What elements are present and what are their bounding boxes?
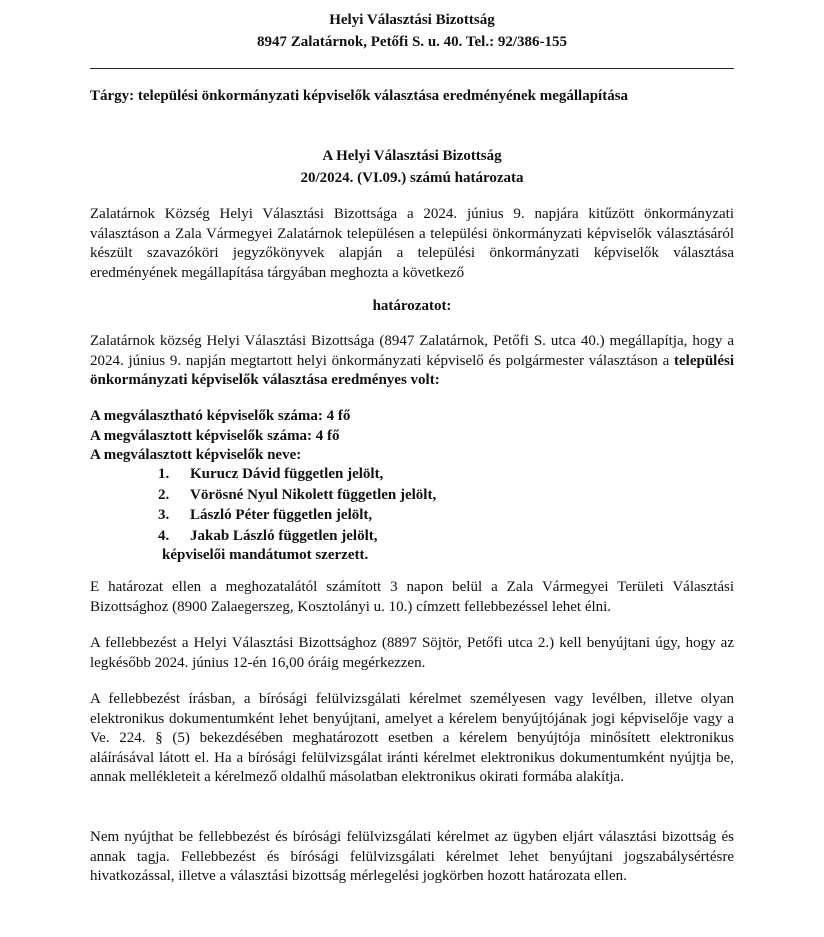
list-item-number: 4. (158, 527, 170, 544)
mandate-line: képviselői mandátumot szerzett. (162, 547, 369, 563)
appeal-deadline-paragraph: E határozat ellen a meghozatalától számított 3 napon belül a Zala Vármegyei Területi Választási Bizottsághoz (8900 Zalaegerszeg, Kosztolányi u. 10.) címzett fellebbezéssel lehet élni. (90, 579, 734, 615)
appeal-submission-paragraph: A fellebbezést a Helyi Választási Bizottsághoz (8897 Söjtör, Petőfi utca 2.) kell benyújtani úgy, hogy az legkésőbb 2024. június 12-én 16,00 óráig megérkezzen. (90, 635, 734, 671)
resolution-heading: határozatot: (372, 298, 452, 314)
finding-text: Zalatárnok község Helyi Választási Bizottsága (8947 Zalatárnok, Petőfi S. utca 40.) megállapítja, hogy a 2024. június 9. napján megtartott helyi önkormányzati képviselő és polgármester választáson a (90, 333, 734, 369)
list-item (158, 464, 436, 485)
finding-result: települési önkormányzati képviselők választása eredményes volt: (90, 352, 734, 388)
appeal-restrictions-paragraph: Nem nyújthat be fellebbezést és bírósági felülvizsgálati kérelmet az ügyben eljárt választási bizottság és annak tagja. Fellebbezést és bírósági felülvizsgálati kérelmet lehet benyújtani jogszabálysértésre hivatkozással, illetve a választási bizottság mérlegelési jogkörben hozott határozata ellen. (90, 829, 734, 884)
list-item (158, 526, 436, 547)
list-item-number: 1. (158, 466, 170, 482)
list-item-number: 3. (158, 507, 170, 523)
intro-paragraph: Zalatárnok Község Helyi Választási Bizottsága a 2024. június 9. napjára kitűzött önkormányzati választáson a Zala Vármegyei Zalatárnok településen a települési önkormányzati képviselők választásáról készült szavazóköri jegyzőkönyvek alapján a települési önkormányzati képviselők választása eredményének megállapítása tárgyában meghozta a következő (90, 206, 734, 281)
electable-count: A megválasztható képviselők száma: 4 fő (90, 408, 351, 424)
letterhead (0, 9, 824, 53)
list-item-number: 2. (158, 486, 170, 503)
decision-title-body: A Helyi Választási Bizottság (322, 148, 502, 164)
list-item (158, 485, 436, 506)
decision-title (0, 145, 824, 189)
elected-count: A megválasztott képviselők száma: 4 fő (90, 428, 340, 444)
decision-number: 20/2024. (VI.09.) számú határozata (300, 170, 524, 186)
elected-names-label: A megválasztott képviselők neve: (90, 447, 302, 463)
list-item (158, 505, 436, 526)
list-item-text: László Péter független jelölt, (190, 507, 373, 523)
list-item-text: Kurucz Dávid független jelölt, (190, 466, 384, 482)
elected-list (158, 464, 436, 546)
list-item-text: Vörösné Nyul Nikolett független jelölt, (190, 486, 437, 503)
list-item-text: Jakab László független jelölt, (190, 527, 378, 544)
header-divider (90, 68, 734, 69)
letterhead-org: Helyi Választási Bizottság (329, 12, 495, 28)
subject-line: Tárgy: települési önkormányzati képviselők választása eredményének megállapítása (90, 88, 629, 104)
finding-paragraph (90, 332, 734, 391)
appeal-form-paragraph: A fellebbezést írásban, a bírósági felülvizsgálati kérelmet személyesen vagy levélben, illetve olyan elektronikus dokumentumként lehet benyújtani, amelyet a kérelem benyújtójának jogi képviselője vagy a Ve. 224. § (5) bekezdésében meghatározott esetben a kérelem benyújtója minősített elektronikus aláírásával látott el. Ha a bírósági felülvizsgálat iránti kérelmet elektronikus dokumentumként nyújtja be, annak mellékleteit a kérelmező oldalhű másolatban elektronikus okirati formába alakítja. (90, 691, 734, 785)
letterhead-address: 8947 Zalatárnok, Petőfi S. u. 40. Tel.: 92/386-155 (256, 34, 567, 50)
